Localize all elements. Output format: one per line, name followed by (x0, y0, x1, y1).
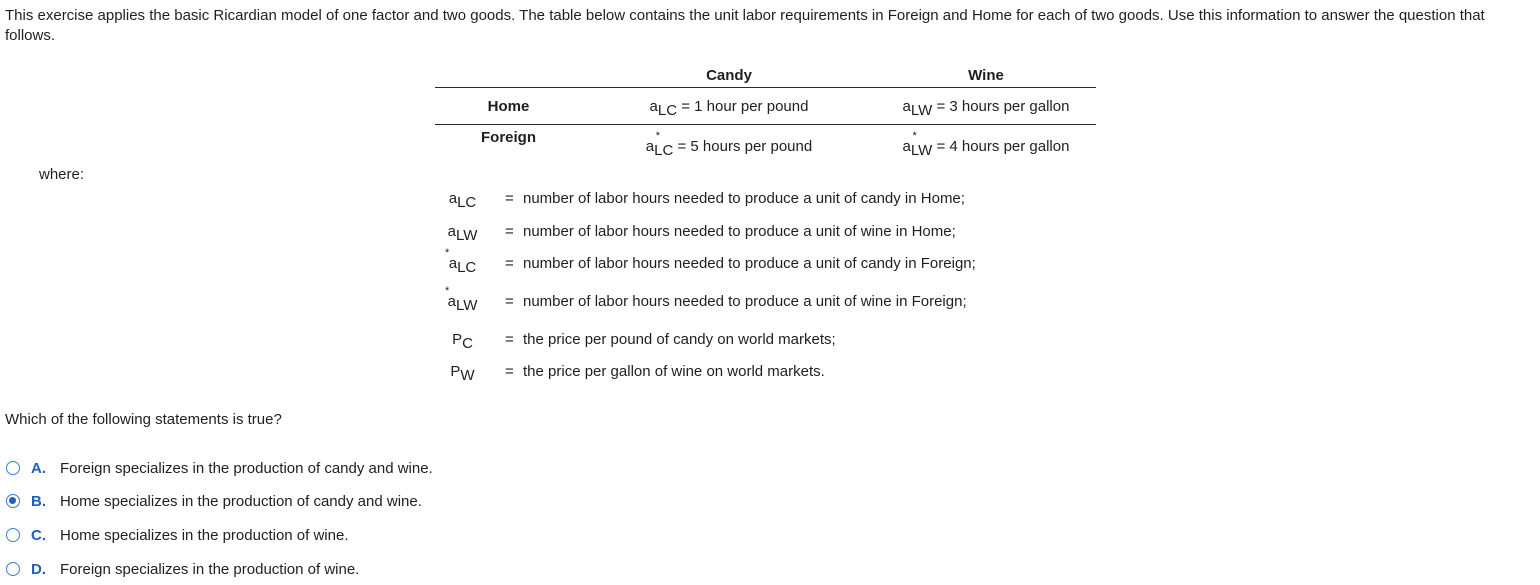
value-foreign-wine: = 4 hours per gallon (936, 137, 1070, 155)
labor-requirements-table (435, 63, 1096, 167)
value-home-candy: = 1 hour per pound (681, 97, 809, 115)
col-header-wine: Wine (876, 63, 1096, 88)
cell-home-candy: aLC = 1 hour per pound (582, 88, 876, 125)
cell-home-wine: aLW = 3 hours per gallon (876, 88, 1096, 125)
cell-foreign-wine: aLW * = 4 hours per gallon (902, 129, 1070, 159)
radio-option-c[interactable] (6, 528, 20, 542)
intro-text: This exercise applies the basic Ricardian model of one factor and two goods. The table below contains the unit labor requirements in Foreign and Home for each of two goods. Use this information to answer the question that follows. (5, 7, 1485, 44)
value-home-wine: = 3 hours per gallon (936, 97, 1070, 115)
value-foreign-candy: = 5 hours per pound (677, 137, 813, 155)
radio-option-b[interactable] (6, 494, 20, 508)
where-label: where: (39, 166, 85, 183)
row-label-home: Home (435, 88, 582, 125)
col-header-candy: Candy (582, 63, 876, 88)
radio-option-a[interactable] (6, 461, 20, 475)
table-row (435, 125, 1096, 168)
table-row (435, 88, 1096, 125)
radio-option-d[interactable] (6, 562, 20, 576)
cell-foreign-candy: aLC * = 5 hours per pound (645, 129, 813, 159)
row-label-foreign: Foreign (481, 129, 536, 146)
question-text: Which of the following statements is true? (5, 411, 282, 428)
